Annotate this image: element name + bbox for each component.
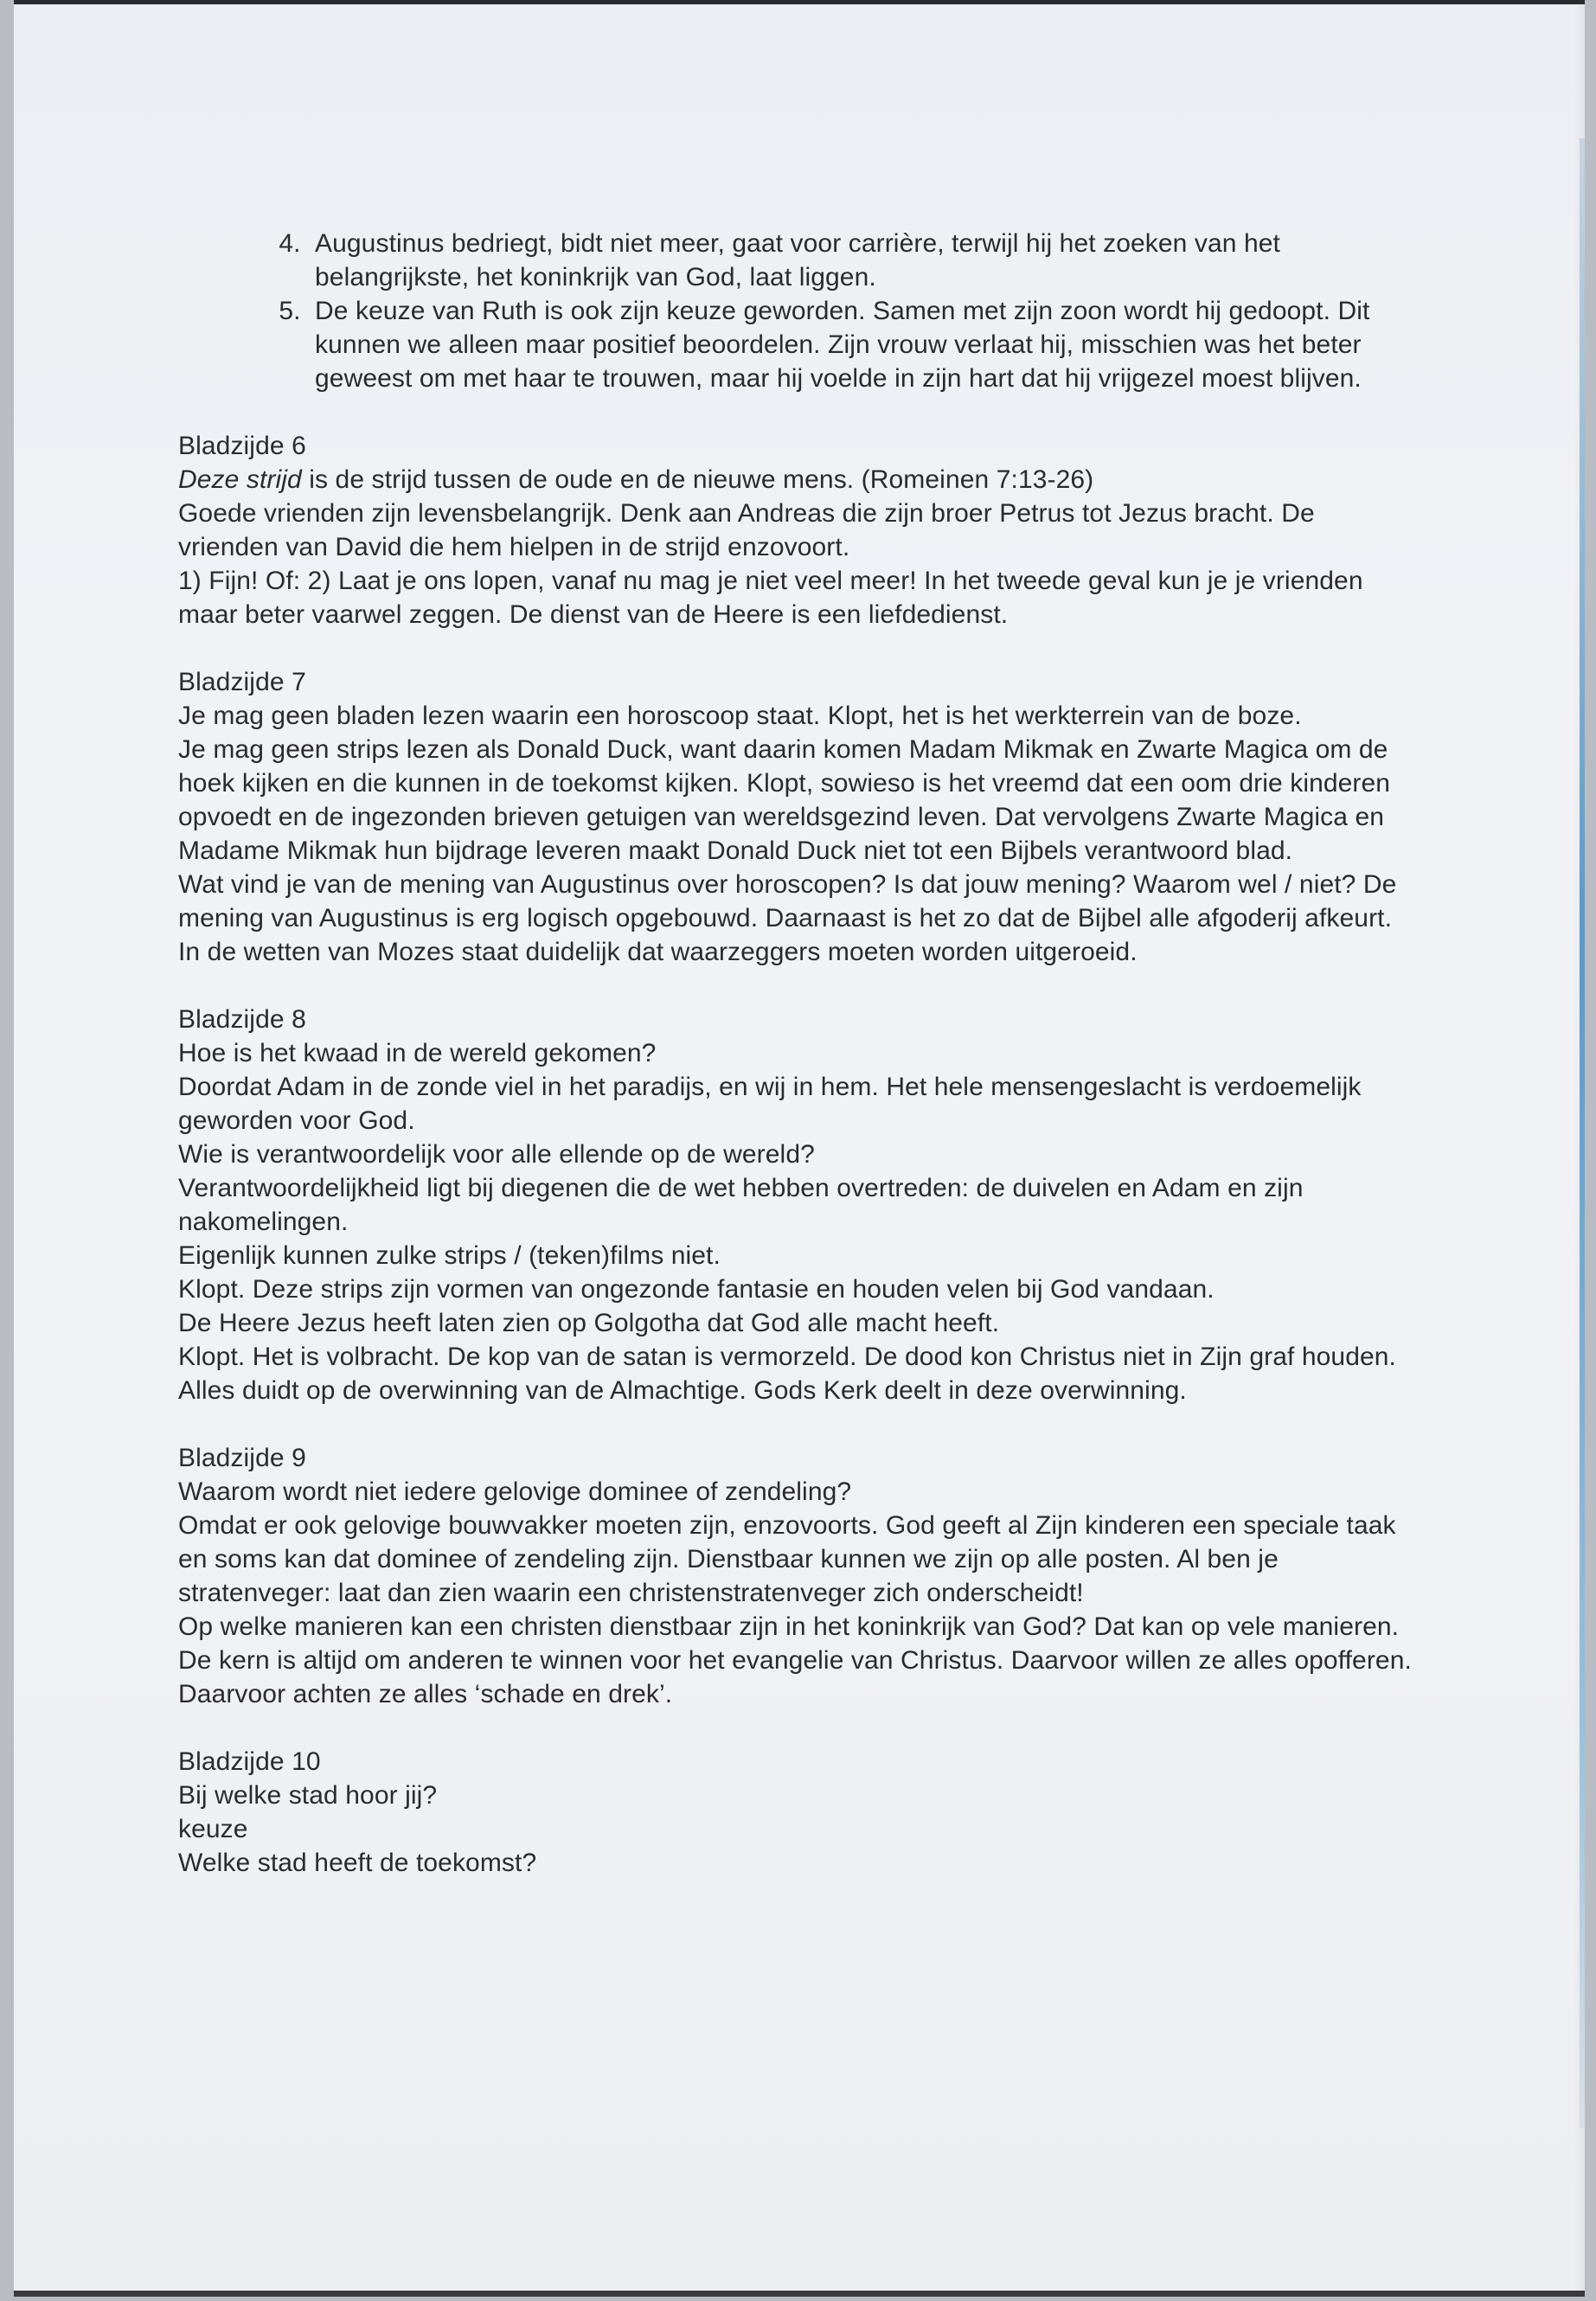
paragraph: Waarom wordt niet iedere gelovige dominee of zendeling? — [178, 1477, 852, 1506]
paragraph: Goede vrienden zijn levensbelangrijk. Denk aan Andreas die zijn broer Petrus tot Jezus bracht. De vrienden van David die hem hielpen in de strijd enzovoort. — [178, 499, 1315, 561]
paragraph: Klopt. Het is volbracht. De kop van de satan is vermorzeld. De dood kon Christus niet in Zijn graf houden. Alles duidt op de overwinning van de Almachtige. Gods Kerk deelt in deze overwinning. — [178, 1343, 1396, 1405]
paragraph-text: is de strijd tussen de oude en de nieuwe mens. (Romeinen 7:13-26) — [301, 465, 1094, 494]
section-page-7 — [178, 665, 1415, 969]
paragraph: De Heere Jezus heeft laten zien op Golgotha dat God alle macht heeft. — [178, 1309, 1000, 1337]
section-page-6 — [178, 429, 1415, 631]
section-page-8 — [178, 1003, 1415, 1407]
document-body — [178, 227, 1415, 1880]
section-heading: Bladzijde 7 — [178, 668, 306, 696]
section-heading: Bladzijde 6 — [178, 432, 306, 460]
section-page-9 — [178, 1441, 1415, 1711]
paragraph: Welke stad heeft de toekomst? — [178, 1849, 537, 1877]
section-page-10 — [178, 1745, 1415, 1880]
document-page — [14, 0, 1585, 2297]
paragraph: Je mag geen bladen lezen waarin een horoscoop staat. Klopt, het is het werkterrein van de boze. — [178, 702, 1302, 730]
paragraph: Bij welke stad hoor jij? — [178, 1781, 438, 1810]
section-heading: Bladzijde 8 — [178, 1005, 306, 1034]
section-heading: Bladzijde 10 — [178, 1747, 321, 1776]
paragraph: Je mag geen strips lezen als Donald Duck, want daarin komen Madam Mikmak en Zwarte Magica om de hoek kijken en die kunnen in de toekomst kijken. Klopt, sowieso is het vreemd dat een oom drie kinderen opvoedt en de ingezonden brieven getuigen van wereldsgezind leven. Dat vervolgens Zwarte Magica en Madame Mikmak hun bijdrage leveren maakt Donald Duck niet tot een Bijbels verantwoord blad. — [178, 735, 1391, 865]
binding-strip — [1580, 138, 1585, 2128]
paragraph: Klopt. Deze strips zijn vormen van ongezonde fantasie en houden velen bij God vandaan. — [178, 1275, 1215, 1304]
list-item: 4. Augustinus bedriegt, bidt niet meer, gaat voor carrière, terwijl hij het zoeken van het belangrijkste, het koninkrijk van God, laat liggen. — [308, 227, 1415, 294]
section-heading: Bladzijde 9 — [178, 1444, 306, 1472]
paragraph: Omdat er ook gelovige bouwvakker moeten zijn, enzovoorts. God geeft al Zijn kinderen een speciale taak en soms kan dat dominee of zendeling zijn. Dienstbaar kunnen we zijn op alle posten. Al ben je stratenveger: laat dan zien waarin een christenstratenveger zich onderscheidt! — [178, 1511, 1396, 1607]
paragraph: Verantwoordelijkheid ligt bij diegenen die de wet hebben overtreden: de duivelen en Adam en zijn nakomelingen. — [178, 1174, 1304, 1236]
page-top-edge — [14, 0, 1585, 4]
paragraph: Hoe is het kwaad in de wereld gekomen? — [178, 1039, 657, 1067]
paragraph: keuze — [178, 1815, 248, 1843]
paragraph: Op welke manieren kan een christen dienstbaar zijn in het koninkrijk van God? Dat kan op vele manieren. De kern is altijd om anderen te winnen voor het evangelie van Christus. Daarvoor willen ze alles opofferen. Daarvoor achten ze alles ‘schade en drek’. — [178, 1612, 1412, 1708]
paragraph: Doordat Adam in de zonde viel in het paradijs, en wij in hem. Het hele mensengeslacht is verdoemelijk geworden voor God. — [178, 1073, 1362, 1135]
italic-phrase: Deze strijd — [178, 465, 302, 494]
paragraph: Eigenlijk kunnen zulke strips / (teken)films niet. — [178, 1241, 721, 1270]
paragraph — [178, 463, 1415, 497]
list-item: 5. De keuze van Ruth is ook zijn keuze geworden. Samen met zijn zoon wordt hij gedoopt. Dit kunnen we alleen maar positief beoordelen. Zijn vrouw verlaat hij, misschien was het beter geweest om met haar te trouwen, maar hij voelde in zijn hart dat hij vrijgezel moest blijven. — [308, 294, 1415, 395]
page-bottom-edge — [14, 2291, 1585, 2297]
paragraph: Wie is verantwoordelijk voor alle ellende op de wereld? — [178, 1140, 815, 1169]
paragraph: 1) Fijn! Of: 2) Laat je ons lopen, vanaf nu mag je niet veel meer! In het tweede geval kun je je vrienden maar beter vaarwel zeggen. De dienst van de Heere is een liefdedienst. — [178, 567, 1363, 629]
numbered-list — [178, 227, 1415, 395]
paragraph: Wat vind je van de mening van Augustinus over horoscopen? Is dat jouw mening? Waarom wel / niet? De mening van Augustinus is erg logisch opgebouwd. Daarnaast is het zo dat de Bijbel alle afgoderij afkeurt. In de wetten van Mozes staat duidelijk dat waarzeggers moeten worden uitgeroeid. — [178, 870, 1397, 966]
